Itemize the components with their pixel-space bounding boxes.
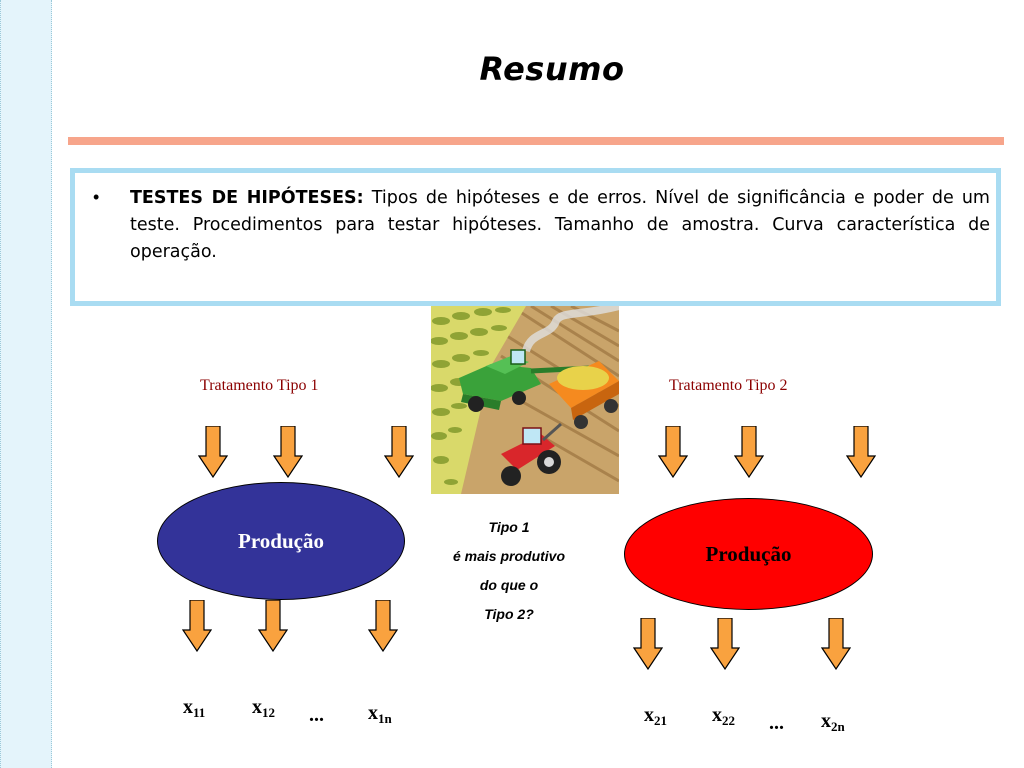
treatment-2-label: Tratamento Tipo 2 (669, 377, 788, 394)
question-line-2: é mais produtivo (452, 548, 566, 564)
output-variable: $x_{11}$ (183, 696, 206, 720)
production-label-2: Produção (705, 541, 792, 566)
input-arrow-icon (273, 426, 303, 478)
bullet-heading: TESTES DE HIPÓTESES: (130, 188, 364, 208)
output-arrow-icon (368, 600, 398, 652)
input-arrow-icon (658, 426, 688, 478)
bullet-paragraph (130, 185, 990, 266)
slide-sidebar-band (0, 0, 52, 768)
output-variable: $x_{21}$ (644, 704, 667, 728)
output-variable: $x_{1n}$ (368, 702, 392, 726)
harvester-clipart-image (431, 306, 619, 494)
output-ellipsis: ... (769, 712, 784, 734)
slide-title: Resumo (479, 50, 625, 88)
output-arrow-icon (258, 600, 288, 652)
output-arrow-icon (182, 600, 212, 652)
input-arrow-icon (384, 426, 414, 478)
question-line-1: Tipo 1 (488, 519, 530, 535)
summary-textbox (70, 168, 1001, 306)
output-variable: $x_{22}$ (712, 704, 735, 728)
input-arrow-icon (198, 426, 228, 478)
treatment-1-label: Tratamento Tipo 1 (200, 377, 319, 394)
production-label-1: Produção (238, 528, 324, 553)
output-variable: $x_{12}$ (252, 696, 275, 720)
output-ellipsis: ... (309, 704, 324, 726)
input-arrow-icon (846, 426, 876, 478)
production-ellipse-2 (624, 498, 873, 610)
production-ellipse-1 (157, 482, 405, 600)
title-underline (68, 137, 1004, 145)
question-line-4: Tipo 2? (484, 606, 534, 622)
output-arrow-icon (821, 618, 851, 670)
question-text (450, 518, 568, 624)
question-line-3: do que o (479, 577, 539, 593)
bullet-body: Tipos de hipóteses e de erros. Nível de significância e poder de um teste. Procedimentos para testar hipóteses. Tamanho de amostra. Curva característica de operação. (130, 188, 990, 262)
input-arrow-icon (734, 426, 764, 478)
output-arrow-icon (710, 618, 740, 670)
bullet-icon: • (93, 187, 100, 207)
output-arrow-icon (633, 618, 663, 670)
output-variable: $x_{2n}$ (821, 710, 845, 734)
harvester-clipart-svg (431, 306, 619, 494)
